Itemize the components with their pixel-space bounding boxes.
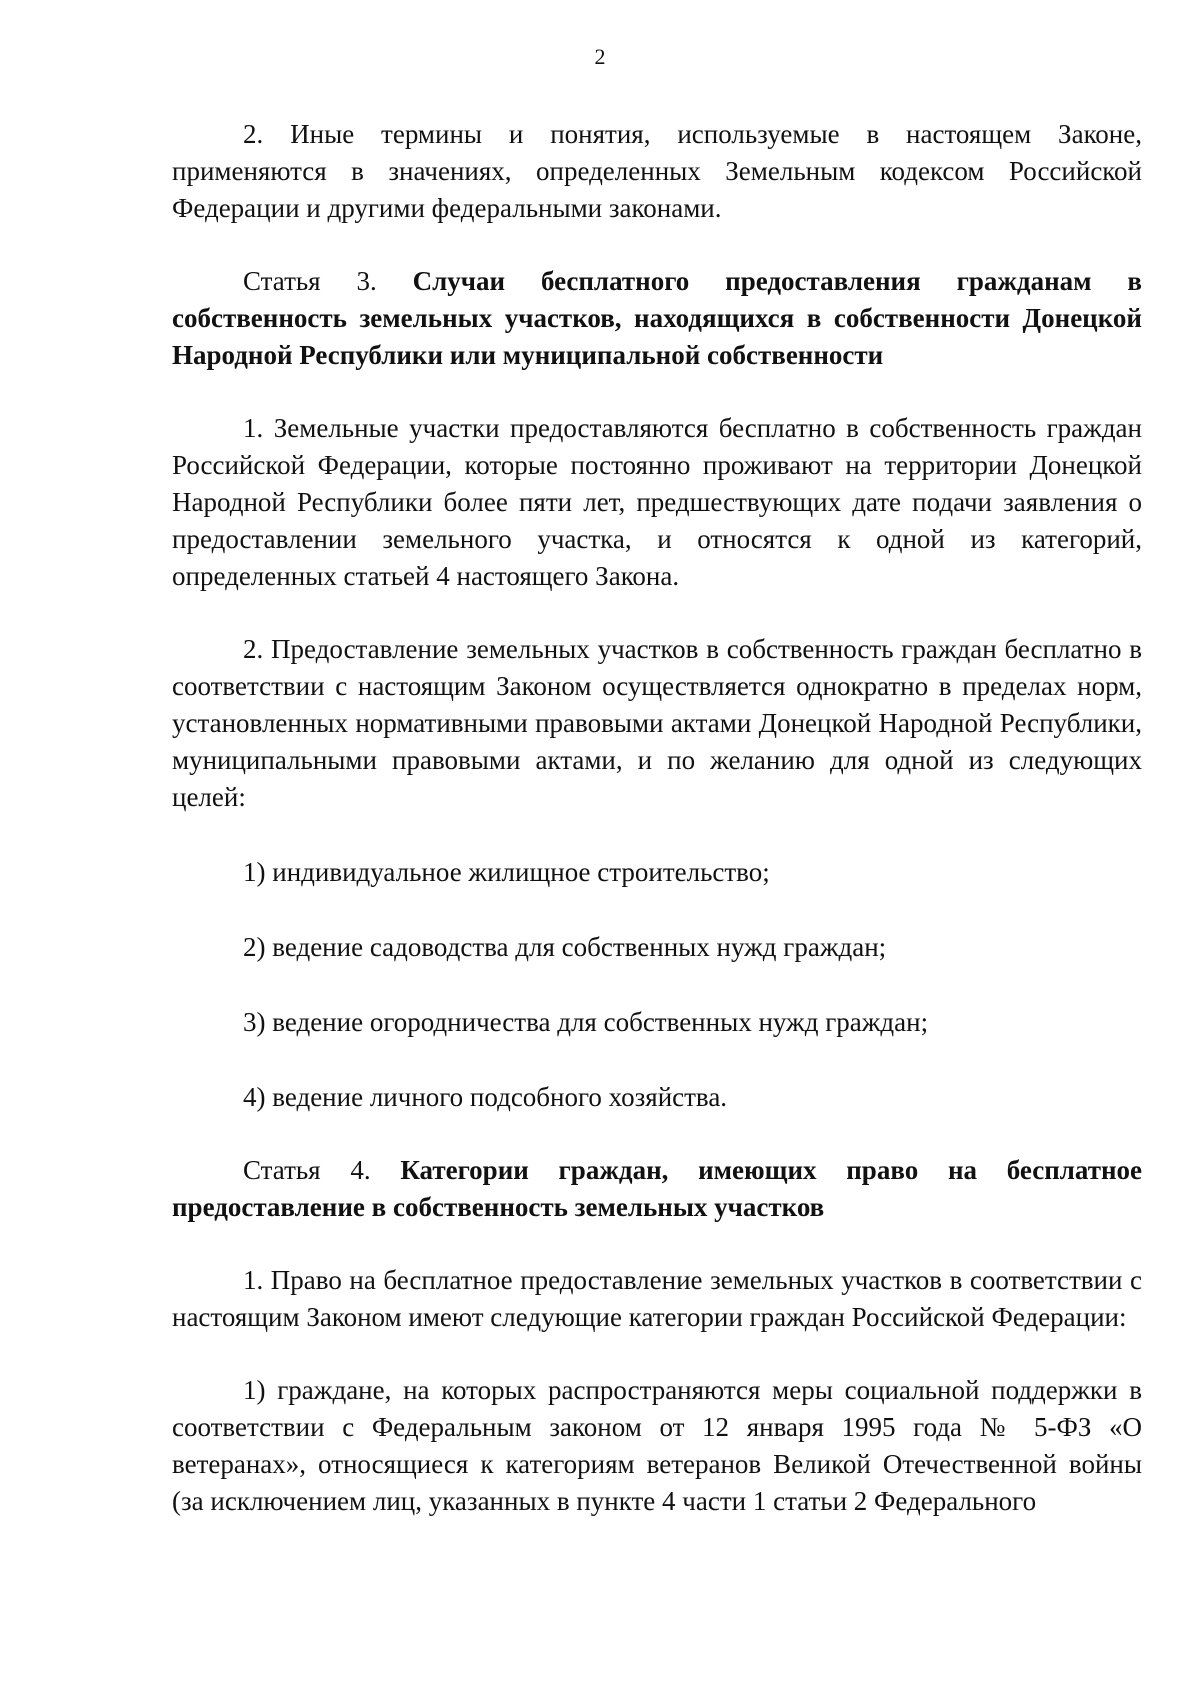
- list-item: 4) ведение личного подсобного хозяйства.: [243, 1082, 728, 1112]
- article-4-heading: [172, 1152, 1142, 1226]
- list-item: 3) ведение огородничества для собственных нужд граждан;: [243, 1007, 929, 1037]
- article-3-title: Случаи бесплатного предоставления гражданам в собственность земельных участков, находящихся в собственности Донецкой Народной Республики или муниципальной собственности: [172, 266, 1142, 370]
- article-4-number: Статья 4.: [243, 1155, 401, 1185]
- paragraph-terms: 2. Иные термины и понятия, используемые в настоящем Законе, применяются в значениях, определенных Земельным кодексом Российской Федерации и другими федеральными законами.: [172, 119, 1142, 223]
- article-4-item-1: 1) граждане, на которых распространяются меры социальной поддержки в соответствии с Федеральным законом от 12 января 1995 года № 5-ФЗ «О ветеранах», относящиеся к категориям ветеранов Великой Отечественной войны (за исключением лиц, указанных в пункте 4 части 1 статьи 2 Федерального: [172, 1375, 1142, 1516]
- article-4-part-1: 1. Право на бесплатное предоставление земельных участков в соответствии с настоящим Законом имеют следующие категории граждан Российской Федерации:: [172, 1265, 1142, 1332]
- article-3-number: Статья 3.: [243, 266, 413, 296]
- article-4-title: Категории граждан, имеющих право на бесплатное предоставление в собственность земельных участков: [172, 1155, 1142, 1222]
- page-number: 2: [594, 44, 606, 69]
- document-body: [172, 116, 1142, 1520]
- article-3-part-2: 2. Предоставление земельных участков в собственность граждан бесплатно в соответствии с настоящим Законом осуществляется однократно в пределах норм, установленных нормативными правовыми актами Донецкой Народной Республики, муниципальными правовыми актами, и по желанию для одной из следующих целей:: [172, 634, 1142, 812]
- list-item: 2) ведение садоводства для собственных нужд граждан;: [243, 932, 887, 962]
- article-3-part-1: 1. Земельные участки предоставляются бесплатно в собственность граждан Российской Федерации, которые постоянно проживают на территории Донецкой Народной Республики более пяти лет, предшествующих дате подачи заявления о предоставлении земельного участка, и относятся к одной из категорий, определенных статьей 4 настоящего Закона.: [172, 413, 1142, 591]
- list-item: 1) индивидуальное жилищное строительство;: [243, 857, 770, 887]
- article-3-heading: [172, 263, 1142, 374]
